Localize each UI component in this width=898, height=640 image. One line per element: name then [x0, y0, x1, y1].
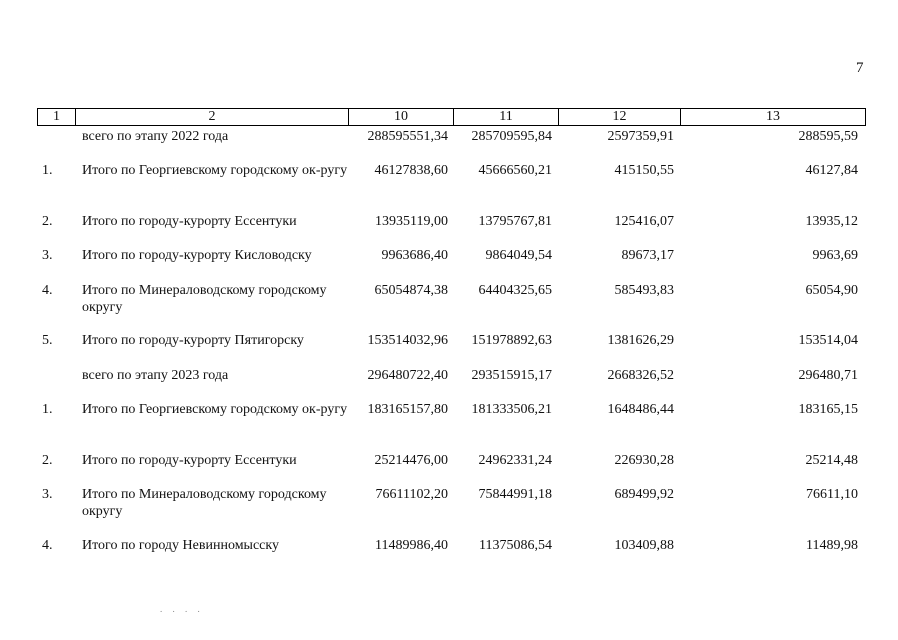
column-header-cell: 13 [681, 109, 866, 126]
row-name: Итого по Георгиевскому городскому ок-ругу [82, 402, 348, 417]
cell-col-11: 9864049,54 [485, 248, 552, 263]
column-header-row [38, 109, 866, 126]
cell-col-12: 89673,17 [621, 248, 674, 263]
cell-col-11: 293515915,17 [471, 368, 552, 383]
cell-col-12: 103409,88 [614, 538, 674, 553]
cell-col-13: 65054,90 [805, 283, 858, 298]
cell-col-12: 2668326,52 [607, 368, 674, 383]
row-number: 4. [42, 283, 53, 298]
column-header-cell: 1 [38, 109, 76, 126]
cell-col-13: 296480,71 [798, 368, 858, 383]
row-name: Итого по городу-курорту Пятигорску [82, 333, 304, 348]
cell-col-13: 11489,98 [806, 538, 858, 553]
row-number: 3. [42, 248, 53, 263]
row-name: Итого по городу-курорту Ессентуки [82, 453, 297, 468]
cell-col-13: 288595,59 [798, 129, 858, 144]
row-name: Итого по городу Невинномысску [82, 538, 279, 553]
cell-col-13: 76611,10 [806, 487, 858, 502]
cell-col-11: 181333506,21 [471, 402, 552, 417]
row-name: Итого по городу-курорту Ессентуки [82, 214, 297, 229]
row-number: 1. [42, 163, 53, 178]
cell-col-11: 24962331,24 [478, 453, 552, 468]
page-number: 7 [856, 60, 864, 76]
cell-col-10: 25214476,00 [374, 453, 448, 468]
row-number: 2. [42, 453, 53, 468]
cell-col-10: 296480722,40 [367, 368, 448, 383]
cell-col-13: 153514,04 [798, 333, 858, 348]
cell-col-10: 9963686,40 [381, 248, 448, 263]
row-name: всего по этапу 2022 года [82, 129, 229, 144]
row-name: Итого по Минераловодскому городскому округу [82, 283, 327, 315]
cell-col-10: 11489986,40 [375, 538, 448, 553]
cell-col-10: 183165157,80 [367, 402, 448, 417]
cell-col-10: 46127838,60 [374, 163, 448, 178]
row-number: 3. [42, 487, 53, 502]
cell-col-12: 585493,83 [614, 283, 674, 298]
cell-col-11: 13795767,81 [478, 214, 552, 229]
cell-col-11: 64404325,65 [478, 283, 552, 298]
row-name: Итого по Минераловодскому городскому округу [82, 487, 327, 519]
cell-col-12: 2597359,91 [607, 129, 674, 144]
cell-col-13: 13935,12 [805, 214, 858, 229]
row-number: 1. [42, 402, 53, 417]
cell-col-12: 125416,07 [614, 214, 674, 229]
cell-col-10: 288595551,34 [367, 129, 448, 144]
cell-col-13: 9963,69 [812, 248, 858, 263]
column-header-cell: 12 [559, 109, 681, 126]
column-header-table [37, 108, 866, 126]
cell-col-13: 183165,15 [798, 402, 858, 417]
cell-col-11: 45666560,21 [478, 163, 552, 178]
cell-col-11: 151978892,63 [471, 333, 552, 348]
cell-col-13: 25214,48 [805, 453, 858, 468]
row-number: 5. [42, 333, 53, 348]
row-number: 4. [42, 538, 53, 553]
column-header-cell: 2 [76, 109, 349, 126]
row-name: Итого по Георгиевскому городскому ок-ругу [82, 163, 348, 178]
column-header-cell: 10 [349, 109, 454, 126]
cell-col-10: 153514032,96 [367, 333, 448, 348]
cell-col-12: 226930,28 [614, 453, 674, 468]
cell-col-10: 76611102,20 [375, 487, 448, 502]
cell-col-12: 415150,55 [614, 163, 674, 178]
row-name: Итого по городу-курорту Кисловодску [82, 248, 312, 263]
column-header-cell: 11 [454, 109, 559, 126]
cell-col-12: 689499,92 [614, 487, 674, 502]
row-name: всего по этапу 2023 года [82, 368, 229, 383]
cell-col-10: 65054874,38 [374, 283, 448, 298]
scan-specks: . . . . [160, 604, 204, 614]
cell-col-11: 285709595,84 [471, 129, 552, 144]
row-number: 2. [42, 214, 53, 229]
cell-col-11: 75844991,18 [478, 487, 552, 502]
cell-col-10: 13935119,00 [375, 214, 448, 229]
cell-col-12: 1381626,29 [607, 333, 674, 348]
cell-col-11: 11375086,54 [479, 538, 552, 553]
cell-col-12: 1648486,44 [607, 402, 674, 417]
cell-col-13: 46127,84 [805, 163, 858, 178]
